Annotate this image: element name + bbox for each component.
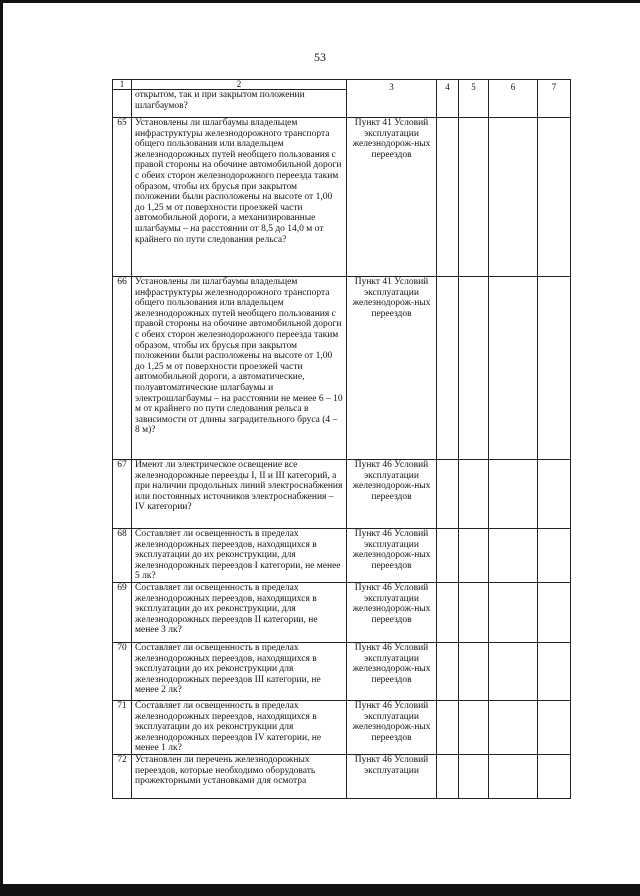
note-cell [538, 582, 571, 642]
question-text: Установлены ли шлагбаумы владельцем инфраструктуры железнодорожного транспорта общего пользования или владельцем железнодорожных путей необщего пользования с правой стороны на обочине автомобильной дороги с обеих сторон железнодорожного переезда таким образом, чтобы их брусья при закрытом положении были расположены на высоте от 1,00 до 1,25 м от поверхности проезжей части автомобильной дороги, а автоматические, полуавтоматические шлагбаумы и электрошлагбаумы – на расстоянии не менее 6 – 10 м от крайнего по пути следования рельса в зависимости от длины заградительного бруса (4 – 8 м)? [132, 277, 347, 460]
not-applicable-cell [489, 582, 538, 642]
header-col-7: 7 [538, 80, 571, 118]
table-row [113, 642, 571, 700]
note-cell [538, 277, 571, 460]
row-number [113, 90, 132, 118]
not-applicable-cell [489, 529, 538, 583]
answer-yes-cell [437, 118, 459, 277]
header-row [113, 80, 571, 90]
answer-no-cell [459, 754, 489, 798]
table-row [113, 118, 571, 277]
legal-reference: Пункт 41 Условий эксплуатации железнодорож-ных переездов [347, 277, 437, 460]
table-row [113, 277, 571, 460]
answer-yes-cell [437, 529, 459, 583]
question-text: Составляет ли освещенность в пределах железнодорожных переездов, находящихся в эксплуатации до их реконструкции, для железнодорожных переездов I категории, не менее 5 лк? [132, 529, 347, 583]
question-text: Составляет ли освещенность в пределах железнодорожных переездов, находящихся в эксплуатации до их реконструкции, для железнодорожных переездов II категории, не менее 3 лк? [132, 582, 347, 642]
note-cell [538, 700, 571, 754]
row-number: 70 [113, 642, 132, 700]
legal-reference: Пункт 46 Условий эксплуатации железнодорож-ных переездов [347, 700, 437, 754]
row-number: 65 [113, 118, 132, 277]
row-number: 67 [113, 460, 132, 529]
row-number: 68 [113, 529, 132, 583]
answer-no-cell [459, 277, 489, 460]
legal-reference: Пункт 46 Условий эксплуатации железнодорож-ных переездов [347, 529, 437, 583]
answer-no-cell [459, 460, 489, 529]
question-text: Имеют ли электрическое освещение все железнодорожные переезды I, II и III категорий, а при наличии продольных линий электроснабжения или постоянных источников электроснабжения – IV категории? [132, 460, 347, 529]
header-col-5: 5 [459, 80, 489, 118]
header-col-4: 4 [437, 80, 459, 118]
row-number: 69 [113, 582, 132, 642]
answer-yes-cell [437, 460, 459, 529]
question-text: Составляет ли освещенность в пределах железнодорожных переездов, находящихся в эксплуатации до их реконструкции для железнодорожных переездов III категории, не менее 2 лк? [132, 642, 347, 700]
scan-edge-top [0, 0, 640, 3]
note-cell [538, 460, 571, 529]
legal-reference: Пункт 46 Условий эксплуатации [347, 754, 437, 798]
answer-yes-cell [437, 642, 459, 700]
header-col-2: 2 [132, 80, 347, 90]
answer-yes-cell [437, 582, 459, 642]
legal-reference: Пункт 41 Условий эксплуатации железнодорож-ных переездов [347, 118, 437, 277]
row-number: 66 [113, 277, 132, 460]
answer-no-cell [459, 529, 489, 583]
answer-yes-cell [437, 277, 459, 460]
row-number: 71 [113, 700, 132, 754]
not-applicable-cell [489, 754, 538, 798]
table-row [113, 754, 571, 798]
answer-no-cell [459, 700, 489, 754]
page-number: 53 [314, 50, 326, 64]
question-text: Установлены ли шлагбаумы владельцем инфраструктуры железнодорожного транспорта общего пользования или владельцем железнодорожных путей необщего пользования с правой стороны на обочине автомобильной дороги с обеих сторон железнодорожного переезда таким образом, чтобы их брусья при закрытом положении были расположены на высоте от 1,00 до 1,25 м от поверхности проезжей части автомобильной дороги, а механизированные шлагбаумы – на расстоянии от 8,5 до 14,0 м от крайнего по пути следования рельса? [132, 118, 347, 277]
answer-no-cell [459, 118, 489, 277]
table-row [113, 700, 571, 754]
header-col-1: 1 [113, 80, 132, 90]
question-text: Установлен ли перечень железнодорожных переездов, которые необходимо оборудовать прожекторными установками для осмотра [132, 754, 347, 798]
header-col-6: 6 [489, 80, 538, 118]
note-cell [538, 642, 571, 700]
note-cell [538, 754, 571, 798]
note-cell [538, 529, 571, 583]
checklist-table [112, 79, 571, 799]
legal-reference: Пункт 46 Условий эксплуатации железнодорож-ных переездов [347, 460, 437, 529]
answer-no-cell [459, 582, 489, 642]
answer-no-cell [459, 642, 489, 700]
scan-edge-bottom [0, 884, 640, 896]
row-number: 72 [113, 754, 132, 798]
header-col-3: 3 [347, 80, 437, 118]
table-row [113, 460, 571, 529]
legal-reference: Пункт 46 Условий эксплуатации железнодорож-ных переездов [347, 582, 437, 642]
note-cell [538, 118, 571, 277]
answer-yes-cell [437, 754, 459, 798]
not-applicable-cell [489, 277, 538, 460]
table-row [113, 529, 571, 583]
not-applicable-cell [489, 642, 538, 700]
not-applicable-cell [489, 460, 538, 529]
scan-edge-left [0, 0, 3, 896]
not-applicable-cell [489, 700, 538, 754]
table-row [113, 582, 571, 642]
question-text: Составляет ли освещенность в пределах железнодорожных переездов, находящихся в эксплуатации до их реконструкции для железнодорожных переездов IV категории, не менее 1 лк? [132, 700, 347, 754]
not-applicable-cell [489, 118, 538, 277]
question-text: открытом, так и при закрытом положении шлагбаумов? [132, 90, 347, 118]
legal-reference: Пункт 46 Условий эксплуатации железнодорож-ных переездов [347, 642, 437, 700]
answer-yes-cell [437, 700, 459, 754]
